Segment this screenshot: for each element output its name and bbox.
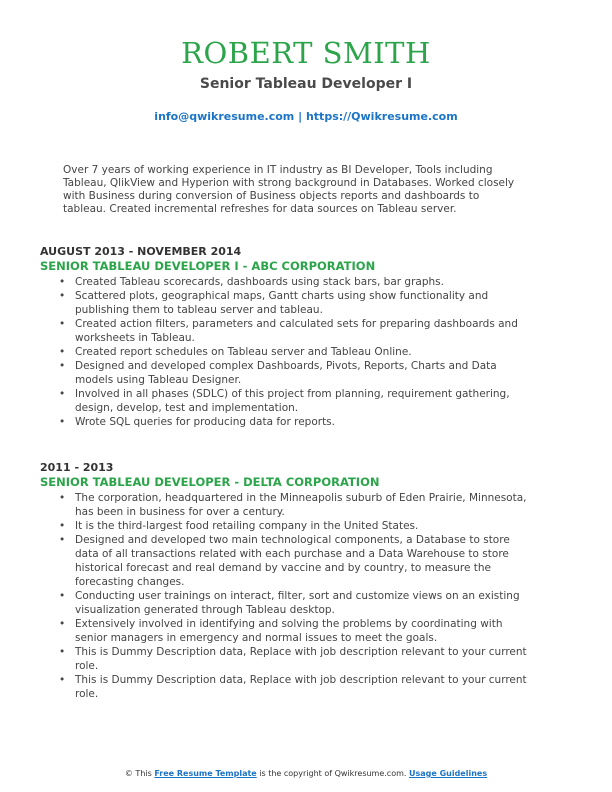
bullet-item: • Designed and developed two main technological components, a Database to store data of all transactions related with each purchase and a Data Warehouse to store historical forecast and real demand by vaccine and by country, to measure the forecasting changes. bbox=[40, 533, 530, 589]
bullet-item: • This is Dummy Description data, Replace with job description relevant to your current role. bbox=[40, 645, 530, 673]
job-entry bbox=[40, 461, 530, 701]
bullet-item: • Designed and developed complex Dashboards, Pivots, Reports, Charts and Data models using Tableau Designer. bbox=[40, 359, 530, 387]
job-bullets bbox=[40, 491, 530, 701]
job-title: Senior Tableau Developer I bbox=[199, 76, 413, 92]
job-heading: SENIOR TABLEAU DEVELOPER I - ABC CORPORATION bbox=[40, 259, 376, 273]
footer-copyright-text: is the copyright of Qwikresume.com. bbox=[256, 769, 409, 778]
email-link[interactable]: info@qwikresume.com bbox=[154, 110, 295, 123]
usage-guidelines-link[interactable]: Usage Guidelines bbox=[408, 769, 488, 778]
website-link[interactable]: https://Qwikresume.com bbox=[305, 110, 458, 123]
job-bullets bbox=[40, 275, 530, 429]
contact-separator: | bbox=[294, 110, 306, 123]
footer-prefix: © This bbox=[124, 769, 155, 778]
bullet-item: • Conducting user trainings on interact, filter, sort and customize views on an existing visualization generated through Tableau desktop. bbox=[40, 589, 530, 617]
bullet-item: • Created action filters, parameters and calculated sets for preparing dashboards and worksheets in Tableau. bbox=[40, 317, 530, 345]
job-dates: 2011 - 2013 bbox=[40, 461, 114, 474]
job-heading: SENIOR TABLEAU DEVELOPER - DELTA CORPORATION bbox=[40, 475, 380, 489]
summary-paragraph: Over 7 years of working experience in IT industry as BI Developer, Tools including Tableau, QlikView and Hyperion with strong background in Databases. Worked closely with Business during conversion of Business objects reports and dashboards to tableau. Created incremental refreshes for data sources on Tableau server. bbox=[63, 164, 515, 215]
candidate-name: ROBERT SMITH bbox=[181, 36, 431, 70]
bullet-item: • Wrote SQL queries for producing data for reports. bbox=[40, 415, 530, 429]
footer bbox=[0, 769, 612, 778]
bullet-item: • Scattered plots, geographical maps, Gantt charts using show functionality and publishing them to tableau server and tableau. bbox=[40, 289, 530, 317]
bullet-item: • The corporation, headquartered in the Minneapolis suburb of Eden Prairie, Minnesota, has been in business for over a century. bbox=[40, 491, 530, 519]
bullet-item: • Created Tableau scorecards, dashboards using stack bars, bar graphs. bbox=[40, 275, 530, 289]
bullet-item: • This is Dummy Description data, Replace with job description relevant to your current role. bbox=[40, 673, 530, 701]
job-entry bbox=[40, 245, 530, 429]
bullet-item: • Extensively involved in identifying and solving the problems by coordinating with senior managers in emergency and normal issues to meet the goals. bbox=[40, 617, 530, 645]
contact-line bbox=[0, 110, 612, 123]
bullet-item: • It is the third-largest food retailing company in the United States. bbox=[40, 519, 530, 533]
bullet-item: • Involved in all phases (SDLC) of this project from planning, requirement gathering, design, develop, test and implementation. bbox=[40, 387, 530, 415]
job-dates: AUGUST 2013 - NOVEMBER 2014 bbox=[40, 245, 242, 258]
bullet-item: • Created report schedules on Tableau server and Tableau Online. bbox=[40, 345, 530, 359]
free-resume-template-link[interactable]: Free Resume Template bbox=[154, 769, 257, 778]
